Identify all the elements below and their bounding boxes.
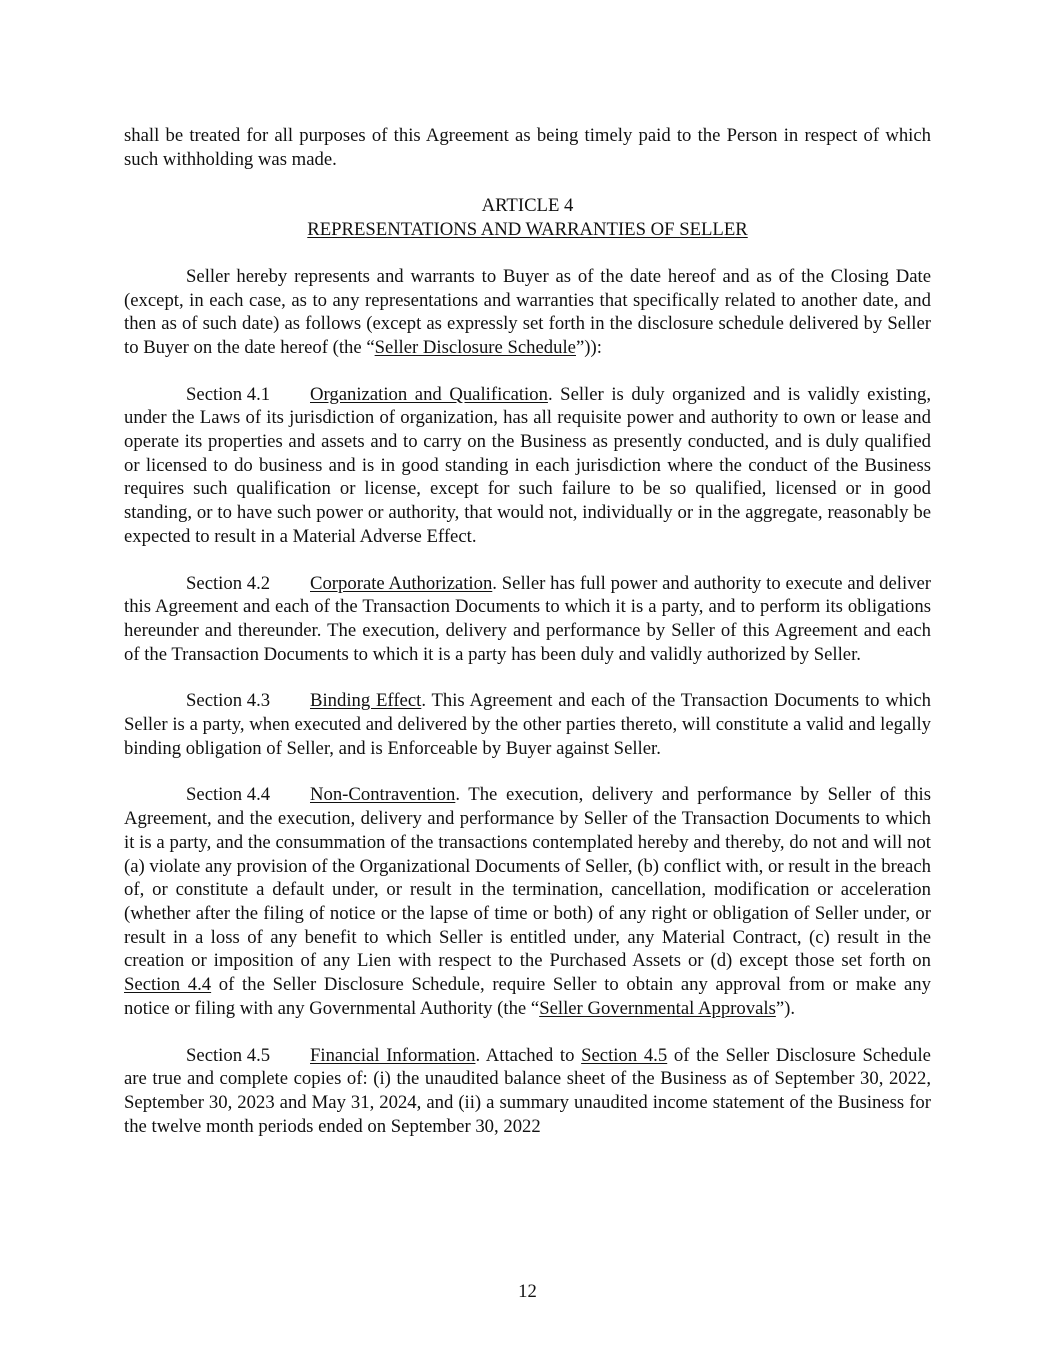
section-number: Section 4.3: [186, 690, 271, 712]
section-body: . This Agreement and each of the Transaction Documents to which Seller is a party, when executed and delivered by the other parties thereto, will constitute a valid and legally binding obligation of Seller, and is Enforceable by Buyer against Seller.: [124, 690, 931, 759]
section-heading: Binding Effect: [310, 690, 422, 712]
carryover-paragraph: shall be treated for all purposes of this Agreement as being timely paid to the Person in respect of which such withholding was made.: [124, 125, 931, 170]
section-heading: Non-Contravention: [310, 784, 456, 806]
intro-paragraph: [124, 265, 931, 360]
section-body: . Seller has full power and authority to execute and deliver this Agreement and each of the Transaction Documents to which it is a party, and to perform its obligations hereunder and thereunder. The execution, delivery and performance by Seller of this Agreement and each of the Transaction Documents to which it is a party has been duly and validly authorized by Seller.: [124, 572, 931, 665]
article-number: ARTICLE 4: [481, 195, 574, 217]
section-heading: Organization and Qualification: [310, 383, 548, 405]
intro-text-a: Seller hereby represents and warrants to Buyer as of the date hereof and as of the Closing Date (except, in each case, as to any representations and warranties that specifically related to another date, and then as of such date) as follows (except as expressly set forth in the disclosure schedule delivered by Seller to Buyer on the date hereof (the “: [124, 265, 931, 358]
article-title: [124, 218, 931, 242]
cross-reference: Section 4.4: [124, 974, 212, 996]
section-4-1-paragraph: [124, 383, 931, 549]
section-body: . The execution, delivery and performance by Seller of this Agreement, and the execution, delivery and performance by Seller of the Transaction Documents to which it is a party, and the consummation of the transactions contemplated hereby and thereby, do not and will not (a) violate any provision of the Organizational Documents of Seller, (b) conflict with, or result in the breach of, or constitute a default under, or result in the termination, cancellation, modification or acceleration (whether after the filing of notice or the lapse of time or both) of any right or obligation of Seller under, or result in a loss of any benefit to which Seller is entitled under, any Material Contract, (c) result in the creation or imposition of any Lien with respect to the Purchased Assets or (d) except those set forth on: [124, 784, 931, 972]
section-4-2-paragraph: [124, 572, 931, 667]
defined-term-seller-governmental-approvals: Seller Governmental Approvals: [539, 997, 776, 1019]
section-number: Section 4.4: [186, 784, 271, 806]
section-4-5-paragraph: [124, 1044, 931, 1139]
section-body: of the Seller Disclosure Schedule are true and complete copies of: (i) the unaudited balance sheet of the Business as of September 30, 2022, September 30, 2023 and May 31, 2024, and (ii) a summary unaudited income statement of the Business for the twelve month periods ended on September 30, 2022: [124, 1044, 931, 1137]
section-body: . Attached to: [475, 1044, 582, 1066]
page-number: 12: [518, 1281, 537, 1302]
defined-term-seller-disclosure-schedule: Seller Disclosure Schedule: [374, 336, 576, 358]
section-number: Section 4.5: [186, 1044, 271, 1066]
section-4-3-paragraph: [124, 689, 931, 760]
article-title-text: REPRESENTATIONS AND WARRANTIES OF SELLER: [307, 219, 748, 241]
section-heading: Corporate Authorization: [310, 572, 493, 594]
intro-text-b: ”)):: [575, 336, 602, 358]
section-body: . Seller is duly organized and is validly existing, under the Laws of its jurisdiction of organization, has all requisite power and authority to own or lease and operate its properties and assets and to carry on the Business as presently conducted, and is duly qualified or licensed to do business and is in good standing in each jurisdiction where the conduct of the Business requires such qualification or license, except for such failure to be so qualified, licensed or in good standing, or to have such power or authority, that would not, individually or in the aggregate, reasonably be expected to result in a Material Adverse Effect.: [124, 383, 931, 547]
document-page: [124, 124, 931, 1138]
section-number: Section 4.2: [186, 572, 271, 594]
section-4-4-paragraph: [124, 783, 931, 1020]
section-body: ”).: [775, 997, 796, 1019]
section-body: of the Seller Disclosure Schedule, require Seller to obtain any approval from or make any notice or filing with any Governmental Authority (the “: [124, 974, 931, 1019]
cross-reference: Section 4.5: [581, 1044, 668, 1066]
section-heading: Financial Information: [310, 1044, 476, 1066]
section-number: Section 4.1: [186, 383, 271, 405]
